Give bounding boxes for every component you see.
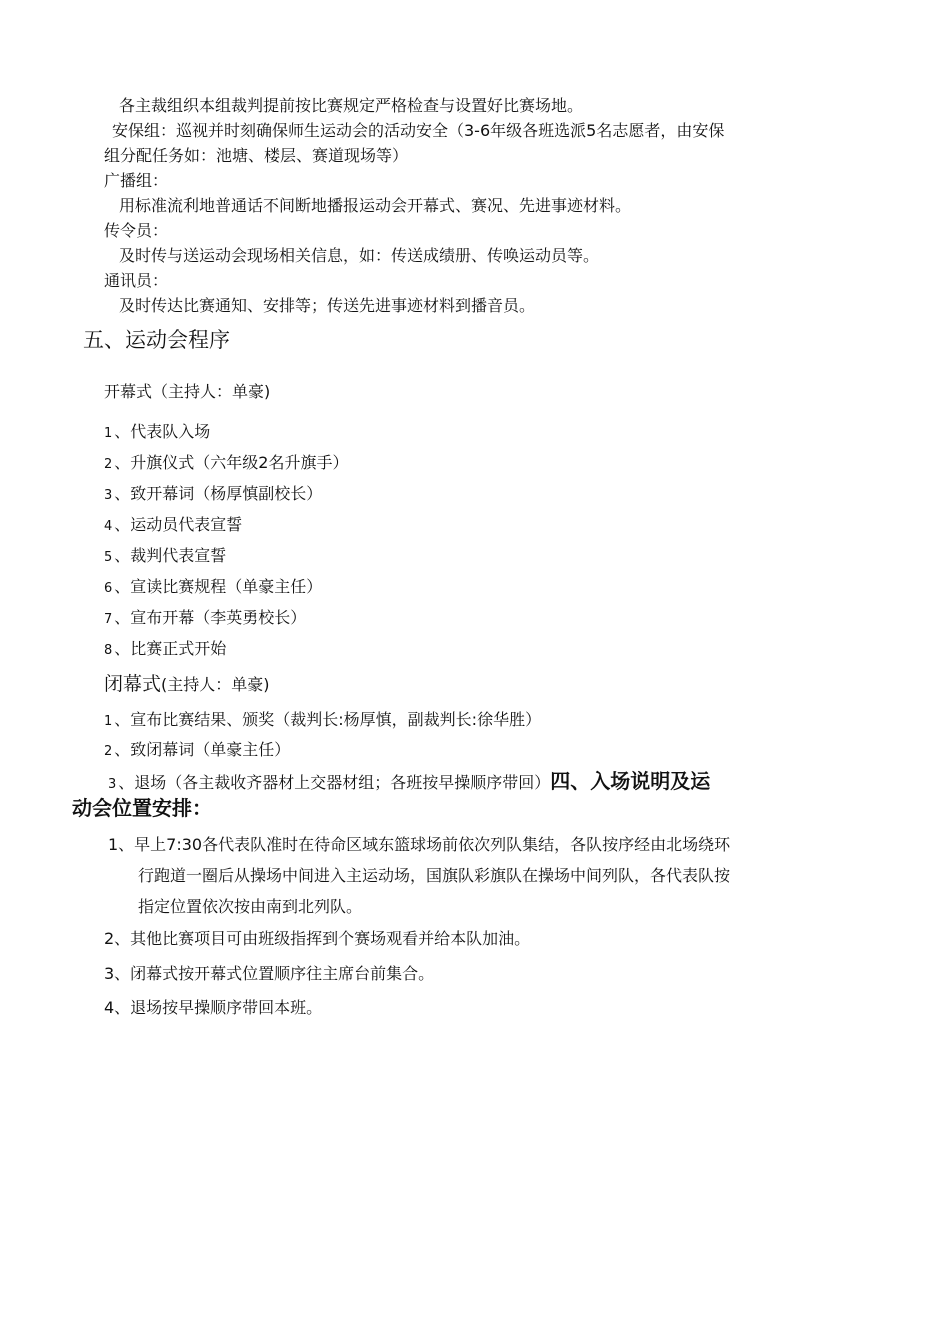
list-number: 5 bbox=[104, 550, 113, 565]
opening-item-3 bbox=[104, 483, 322, 507]
closing-title-main: 闭幕式 bbox=[104, 673, 162, 695]
closing-item-1 bbox=[104, 709, 541, 733]
opening-item-2 bbox=[104, 452, 348, 476]
entry-item-2: 2、其他比赛项目可由班级指挥到个赛场观看并给本队加油。 bbox=[104, 929, 531, 948]
entry-item-1-line1: 1、早上7:30各代表队准时在待命区域东篮球场前依次列队集结，各队按序经由北场绕环 bbox=[108, 835, 731, 854]
list-item-text: 、升旗仪式（六年级2名升旗手） bbox=[114, 453, 349, 472]
opening-item-5 bbox=[104, 545, 226, 569]
list-number: 3 bbox=[104, 488, 113, 503]
closing-item-2 bbox=[104, 739, 290, 763]
opening-item-6 bbox=[104, 576, 322, 600]
list-item-text: 、宣布比赛结果、颁奖（裁判长:杨厚慎，副裁判长:徐华胜） bbox=[114, 710, 542, 729]
list-item-text: 、致闭幕词（单豪主任） bbox=[114, 740, 291, 759]
section5-heading: 五、运动会程序 bbox=[83, 328, 230, 352]
list-number: 6 bbox=[104, 581, 113, 596]
broadcast-text: 用标准流利地普通话不间断地播报运动会开幕式、赛况、先进事迹材料。 bbox=[119, 196, 632, 215]
correspondent-title: 通讯员： bbox=[104, 271, 169, 290]
referee-paragraph: 各主裁组织本组裁判提前按比赛规定严格检查与设置好比赛场地。 bbox=[119, 96, 584, 115]
opening-item-4 bbox=[104, 514, 242, 538]
list-item-text: 、致开幕词（杨厚慎副校长） bbox=[114, 484, 323, 503]
list-item-text: 、运动员代表宣誓 bbox=[114, 515, 243, 534]
list-number: 3 bbox=[108, 777, 117, 792]
list-number: 1 bbox=[104, 714, 113, 729]
opening-title: 开幕式（主持人：单豪) bbox=[104, 382, 271, 401]
section4-heading-part2: 动会位置安排： bbox=[72, 796, 212, 820]
opening-item-1 bbox=[104, 421, 210, 445]
list-number: 8 bbox=[104, 643, 113, 658]
security-paragraph-line1: 安保组：巡视并时刻确保师生运动会的活动安全（3-6年级各班选派5名志愿者，由安保 bbox=[112, 121, 725, 140]
entry-item-4: 4、退场按早操顺序带回本班。 bbox=[104, 998, 323, 1017]
correspondent-text: 及时传达比赛通知、安排等；传送先进事迹材料到播音员。 bbox=[119, 296, 536, 315]
security-paragraph-line2: 组分配任务如：池塘、楼层、赛道现场等） bbox=[104, 146, 409, 165]
list-item-text: 、比赛正式开始 bbox=[114, 639, 227, 658]
closing-item-3-with-section4-heading bbox=[108, 770, 710, 796]
list-item-text: 、宣读比赛规程（单豪主任） bbox=[114, 577, 323, 596]
list-number: 7 bbox=[104, 612, 113, 627]
list-item-text: 、裁判代表宣誓 bbox=[114, 546, 227, 565]
closing-item-3-text: 、退场（各主裁收齐器材上交器材组；各班按早操顺序带回） bbox=[118, 773, 551, 792]
closing-title bbox=[104, 673, 270, 696]
entry-item-3: 3、闭幕式按开幕式位置顺序往主席台前集合。 bbox=[104, 964, 435, 983]
opening-item-7 bbox=[104, 607, 306, 631]
opening-item-8 bbox=[104, 638, 226, 662]
list-item-text: 、宣布开幕（李英勇校长） bbox=[114, 608, 307, 627]
closing-title-host: (主持人：单豪) bbox=[161, 675, 270, 694]
section4-heading-part1: 四、入场说明及运 bbox=[550, 769, 711, 793]
list-number: 2 bbox=[104, 744, 113, 759]
messenger-title: 传令员： bbox=[104, 221, 169, 240]
list-number: 1 bbox=[104, 426, 113, 441]
broadcast-title: 广播组： bbox=[104, 171, 169, 190]
messenger-text: 及时传与送运动会现场相关信息，如：传送成绩册、传唤运动员等。 bbox=[119, 246, 600, 265]
entry-item-1-line2: 行跑道一圈后从操场中间进入主运动场，国旗队彩旗队在操场中间列队，各代表队按 bbox=[138, 866, 731, 885]
entry-item-1-line3: 指定位置依次按由南到北列队。 bbox=[138, 897, 363, 916]
list-number: 2 bbox=[104, 457, 113, 472]
list-number: 4 bbox=[104, 519, 113, 534]
list-item-text: 、代表队入场 bbox=[114, 422, 211, 441]
